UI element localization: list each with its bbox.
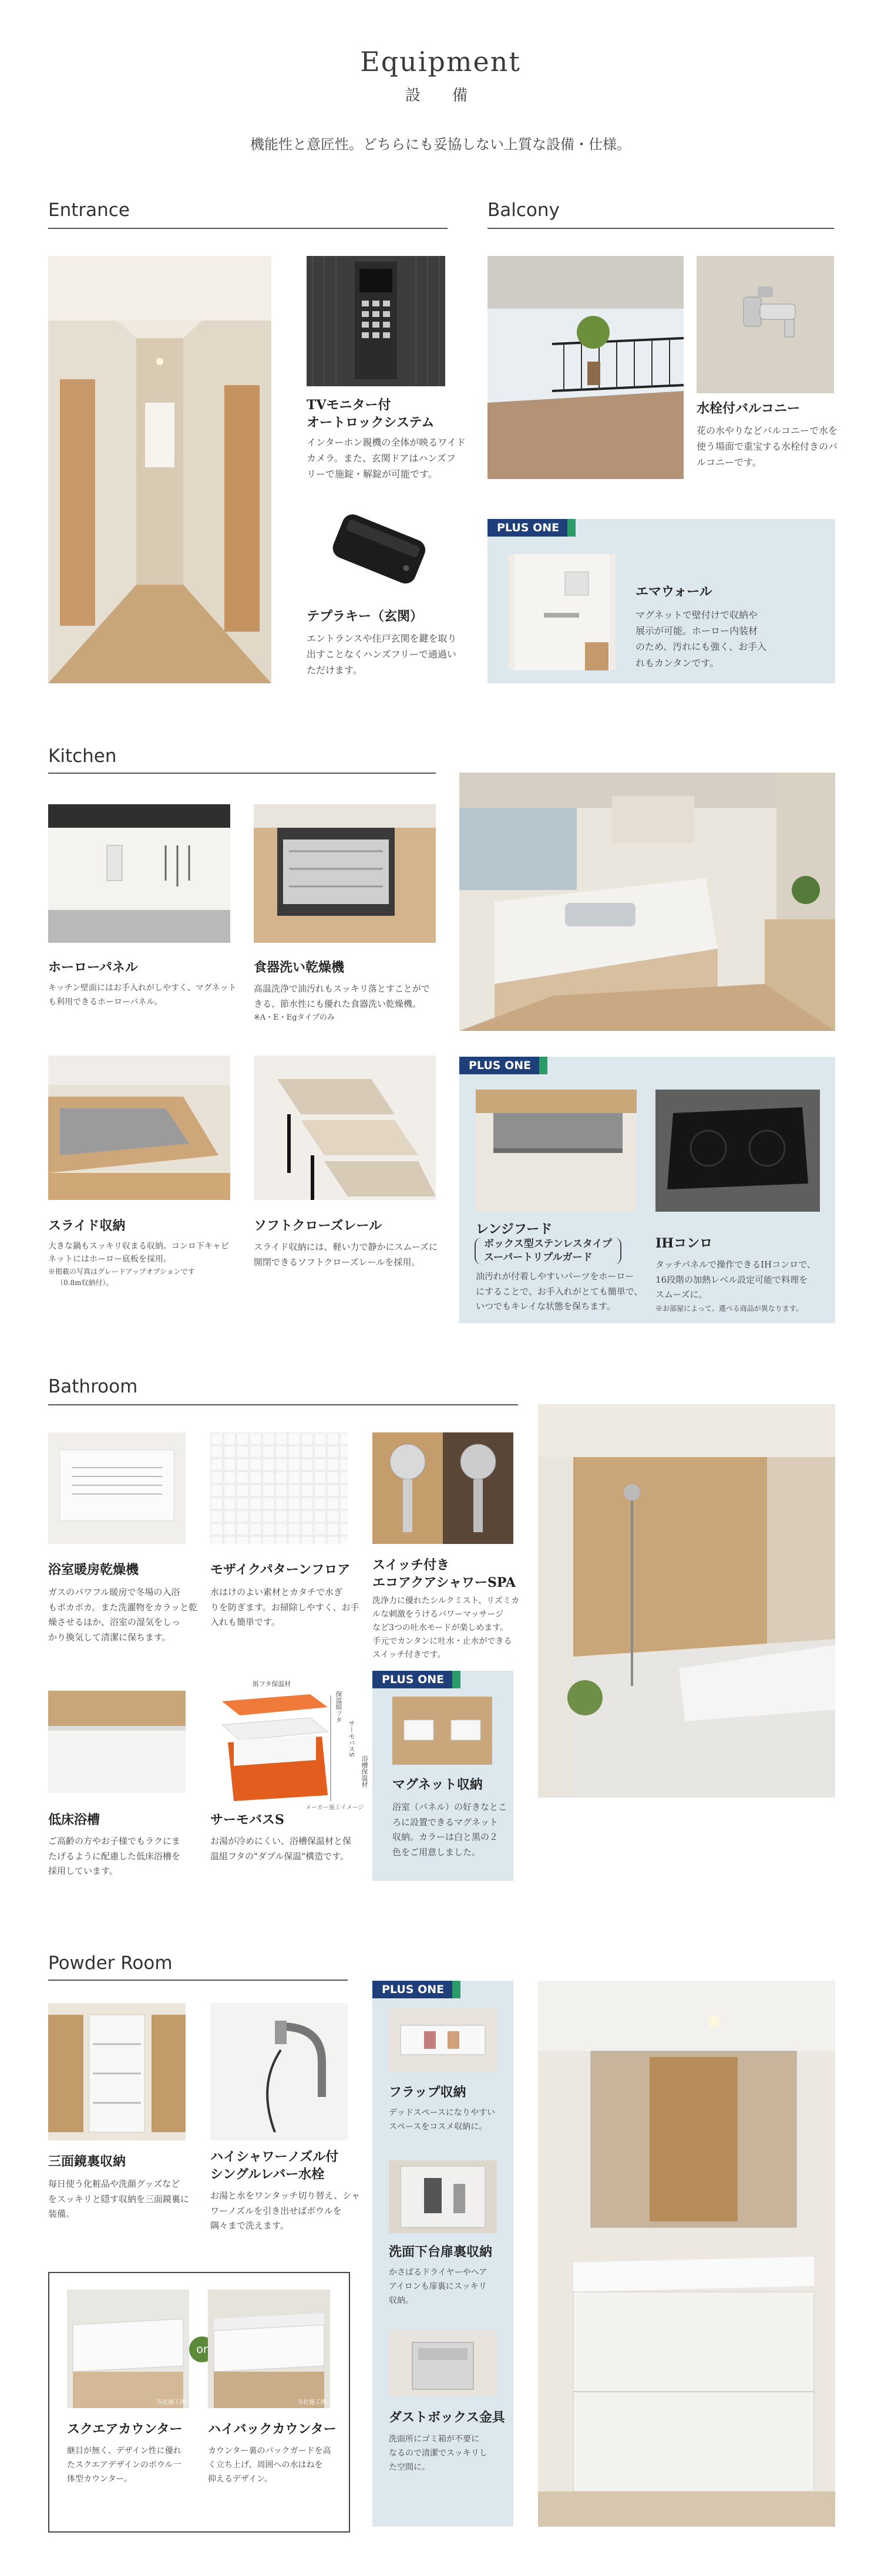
balcony-photo [487,256,684,479]
page-lead: 機能性と意匠性。どちらにも妥協しない上質な設備・仕様。 [250,136,631,153]
range-hood-subtitle: ボックス型ステンレスタイプ スーパートリプルガード [475,1238,621,1265]
powder-room-main-photo [538,1981,835,2527]
highback-counter-title: ハイバックカウンター [208,2422,337,2437]
under-sink-storage-photo [389,2160,497,2233]
ema-wall-description: マグネットで壁付けで収納や 展示が可能。ホーロー内装材 のため、汚れにも強く、お手入 れもカンタンです。 [635,609,767,669]
thermo-bath-description: お湯が冷めにくい、浴槽保温材と保 温組フタの"ダブル保温"構造です。 [210,1836,352,1862]
section-title-kitchen: Kitchen [48,746,117,767]
plus-one-badge: PLUS ONE [372,1981,452,1998]
soft-close-rail-photo [254,1056,436,1200]
flap-storage-title: フラップ収納 [389,2085,466,2100]
magnet-storage-title: マグネット収納 [392,1777,483,1792]
square-counter-description: 継目が無く、デザイン性に優れ たスクエアデザインのボウル一 体型カウンター。 [67,2446,181,2484]
section-divider [48,228,448,229]
or-badge: or [189,2336,215,2362]
plus-one-badge: PLUS ONE [487,519,567,537]
section-divider [487,228,834,229]
section-divider [48,1980,348,1981]
ema-wall-title: エマウォール [635,584,712,599]
thermo-bath-diagram [210,1684,369,1807]
section-title-bathroom: Bathroom [48,1376,138,1397]
under-sink-storage-description: かさばるドライヤーやヘア アイロンも扉裏にスッキリ 収納。 [389,2268,487,2305]
dust-box-description: 洗面所にゴミ箱が不要に なるので清潔でスッキリし た空間に。 [389,2435,487,2472]
slide-storage-photo [48,1056,230,1200]
tepra-title: テプラキー（玄関） [307,609,423,624]
mosaic-floor-photo [210,1432,348,1544]
single-lever-faucet-description: お湯と水をワンタッチ切り替え、シャ ワーノズルを引き出せばボウルを 隅々まで洗えます。 [210,2190,361,2231]
plus-one-badge: PLUS ONE [459,1057,539,1074]
range-hood-title: レンジフード [476,1222,553,1237]
square-counter-image-label: 当社施工例 [156,2399,186,2406]
page-title: Equipment [360,46,521,77]
section-divider [48,1404,518,1405]
plus-one-badge: PLUS ONE [372,1671,452,1688]
ih-stove-photo [655,1090,820,1212]
tepra-key-icon [317,503,441,596]
shower-description: 洗浄力に優れたシルクミスト、リズミカ ルな刺激をうけるパワーマッサージ など3つの吐水モードが楽しめます。 手元でカンタンに吐水・止水ができる スイッチ付きです。 [372,1596,519,1660]
tv-monitor-description: インターホン親機の全体が映るワイド カメラ。また、玄関ドアはハンズフ リーで施錠・解錠が可能です。 [307,437,466,480]
flap-storage-photo [389,2008,497,2072]
section-title-balcony: Balcony [487,200,560,221]
soft-close-title: ソフトクローズレール [254,1218,382,1233]
dust-box-title: ダストボックス金具 [389,2410,505,2425]
horo-panel-description: キッチン壁面にはお手入れがしやすく、マグネット も利用できるホーローパネル。 [48,983,237,1007]
highback-counter-description: カウンター裏のバックガードを高 く立ち上げ、周囲への水はねを 抑えるデザイン。 [208,2446,331,2484]
magnet-storage-photo [392,1697,492,1765]
square-counter-title: スクエアカウンター [67,2422,183,2437]
highback-counter-photo [208,2290,330,2408]
shower-head-photo [372,1432,513,1544]
range-hood-photo [476,1090,637,1212]
highback-counter-image-label: 当社施工例 [297,2399,327,2406]
ema-wall-photo [509,554,616,670]
under-sink-storage-title: 洗面下台扉裏収納 [389,2244,493,2260]
thermo-label-maker: メーカー施工イメージ [305,1805,364,1811]
tepra-description: エントランスや住戸玄関を鍵を取り 出すことなくハンズフリーで通過い ただけます。 [307,633,457,676]
balcony-faucet-photo [697,256,834,393]
magnet-storage-description: 浴室（パネル）の好きなとこ ろに設置できるマグネット 収納。カラーは白と黒の２ 色をご用意しました。 [392,1802,507,1857]
mirror-cabinet-description: 毎日使う化粧品や洗顔グッズなど をスッキリと隠す収納を三面鏡裏に 装備。 [48,2179,189,2219]
slide-storage-title: スライド収納 [48,1218,126,1233]
mosaic-floor-title: モザイクパターンフロア [210,1562,351,1577]
bath-dryer-description: ガスのパワフル暖房で冬場の入浴 もポカポカ。また洗濯物をカラッと乾 燥させるほか、浴室の湿気をしっ かり換気して清潔に保ちます。 [48,1587,198,1643]
faucet-title: 水栓付バルコニー [697,401,801,416]
bath-dryer-title: 浴室暖房乾燥機 [48,1562,139,1577]
dishwasher-description: 高温洗浄で油汚れもスッキリ落とすことがで きる、節水性にも優れた食器洗い乾燥機。 ※A・E・Egタイプのみ [254,983,430,1022]
tv-monitor-photo [307,256,445,386]
ih-stove-title: IHコンロ [655,1236,713,1251]
bathroom-main-photo [538,1404,835,1798]
square-counter-photo [67,2290,189,2408]
dishwasher-photo [254,804,436,943]
thermo-label-box1: 保温組フタ [335,1691,342,1723]
mirror-cabinet-title: 三面鏡裏収納 [48,2154,126,2169]
bath-dryer-photo [48,1432,186,1544]
dust-box-photo [389,2331,497,2396]
slide-storage-description: 大きな鍋もスッキリ収まる収納。コンロ下キャビ ネットにはホーロー底板を採用。 ※掲載の写真はグレードアップオプションです （0.8m収納付）。 [48,1242,229,1287]
dishwasher-title: 食器洗い乾燥機 [254,960,345,975]
thermo-bath-title: サーモバスS [210,1812,284,1828]
shower-title: スイッチ付き エコアクアシャワーSPA [372,1557,516,1590]
entrance-hallway-photo [48,256,271,683]
section-title-powder-room: Powder Room [48,1953,173,1974]
low-floor-bathtub-description: ご高齢の方やお子様でもラクにま たげるように配慮した低床浴槽を 採用しています。 [48,1836,181,1876]
faucet-description: 花の水やりなどバルコニーで水を 使う場面で重宝する水栓付きのバ ルコニーです。 [697,425,838,468]
low-floor-bathtub-photo [48,1691,186,1793]
range-hood-description: 油汚れが付着しやすいパーツをホーロー にすることで、お手入れがとても簡単で、 いつでもキレイな状態を保ちます。 [476,1271,643,1311]
single-lever-faucet-title: ハイシャワーノズル付 シングルレバー水栓 [210,2149,339,2182]
section-divider [48,773,436,774]
thermo-label-lid: 組フタ保温材 [253,1680,291,1688]
mosaic-floor-description: 水はけのよい素材とカタチで水ぎ りを防ぎます。お掃除しやすく、お手 入れも簡単です。 [210,1587,359,1627]
kitchen-main-photo [459,773,835,1031]
soft-close-description: スライド収納には、軽い力で静かにスムーズに 開閉できるソフトクローズレールを採用。 [254,1242,438,1267]
single-lever-faucet-photo [210,2003,348,2140]
ih-stove-description: タッチパネルで操作できるIHコンロで、 16段階の加熱レベル設定可能で料理を スムーズに。 ※お部屋によって、選べる商品が異なります。 [655,1259,816,1313]
horo-panel-title: ホーローパネル [48,960,138,975]
low-floor-bathtub-title: 低床浴槽 [48,1812,100,1828]
flap-storage-description: デッドスペースになりやすい スペースをコスメ収納に。 [389,2108,495,2132]
mirror-cabinet-photo [48,2003,186,2140]
thermo-label-box2: サーモバスS [348,1720,355,1757]
page-subtitle: 設 備 [405,87,476,104]
section-title-entrance: Entrance [48,200,130,221]
thermo-label-box3: 浴槽保温材 [361,1755,368,1788]
horo-panel-photo [48,804,230,943]
tv-monitor-title: TVモニター付 オートロックシステム [307,397,435,430]
